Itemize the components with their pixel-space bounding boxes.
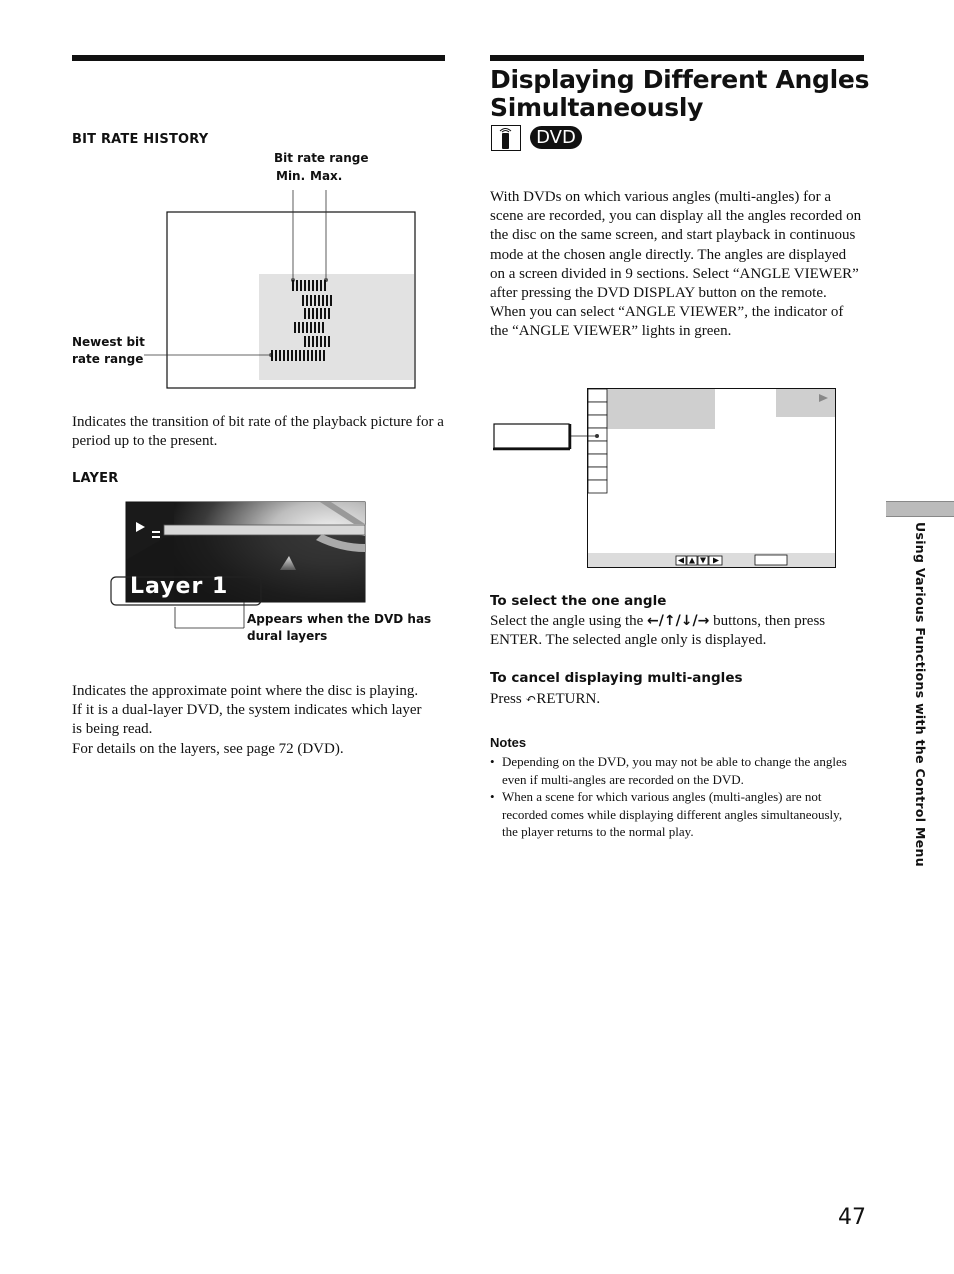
note-item-text: When a scene for which various angles (multi-angles) are not recorded comes while displaying different angles simultaneously, the player returns to the normal play. (502, 789, 843, 839)
newest-label-line2: rate range (72, 352, 144, 366)
select-text-after: buttons, then press ENTER. The selected angle only is displayed. (490, 613, 826, 649)
bit-rate-history-diagram (140, 186, 430, 396)
return-icon: ↶ (525, 691, 537, 706)
arrow-buttons-glyphs: ←/↑/↓/→ (647, 613, 710, 629)
layer-badge-text: Layer 1 (130, 574, 229, 599)
section-title (490, 66, 870, 122)
select-text-before: Select the angle using the (490, 613, 648, 629)
select-angle-text (490, 612, 864, 650)
bit-rate-description: Indicates the transition of bit rate of the playback picture for a period up to the present. (72, 414, 444, 450)
select-angle-heading: To select the one angle (490, 593, 667, 609)
title-line1: Displaying Different Angles (490, 65, 870, 94)
layer-desc-line3: is being read. (72, 721, 153, 738)
remote-icon (491, 125, 521, 151)
return-label: RETURN. (536, 691, 601, 707)
bit-rate-max-label: Max. (310, 169, 343, 183)
newest-bit-rate-label (72, 334, 145, 368)
title-line2: Simultaneously (490, 93, 704, 122)
left-top-rule (72, 55, 445, 61)
intro-paragraph: With DVDs on which various angles (multi-angles) for a scene are recorded, you can display all the angles recorded on the disc on the same screen, and start playback in continuous mode at the chosen angle directly. The angles are displayed on a screen divided in 9 sections. Select “ANGLE VIEWER” after pressing the DVD DISPLAY button on the remote. When you can select “ANGLE VIEWER”, the indicator of the “ANGLE VIEWER” lights in green. (490, 189, 862, 340)
cancel-heading: To cancel displaying multi-angles (490, 670, 743, 686)
cancel-text (490, 689, 600, 709)
newest-label-line1: Newest bit (72, 335, 145, 349)
layer-heading: LAYER (72, 471, 119, 486)
angle-viewer-diagram (490, 386, 840, 570)
bit-rate-heading: BIT RATE HISTORY (72, 132, 209, 147)
cancel-text-before: Press (490, 691, 526, 707)
layer-callout (247, 611, 431, 645)
note-item: • Depending on the DVD, you may not be able to change the angles even if multi-angles are recorded on the DVD. (490, 754, 847, 787)
layer-callout-line1: Appears when the DVD has (247, 612, 432, 626)
layer-desc-line1: Indicates the approximate point where the disc is playing. (72, 683, 419, 699)
page-number: 47 (838, 1205, 866, 1230)
notes-heading: Notes (490, 735, 527, 750)
layer-description (72, 682, 452, 759)
layer-callout-line2: dural layers (247, 629, 328, 643)
layer-desc-line4: For details on the layers, see page 72 (DVD). (72, 740, 344, 757)
right-top-rule (490, 55, 864, 61)
side-tab-bar (886, 501, 954, 517)
note-item-text: Depending on the DVD, you may not be able to change the angles even if multi-angles are recorded on the DVD. (502, 754, 847, 787)
dvd-badge-text: DVD (536, 127, 576, 148)
bit-rate-range-label: Bit rate range (274, 151, 369, 165)
layer-desc-line2: If it is a dual-layer DVD, the system indicates which layer (72, 702, 422, 719)
notes-list (490, 753, 855, 841)
note-item: • When a scene for which various angles (multi-angles) are not recorded comes while displaying different angles simultaneously, the player returns to the normal play. (490, 789, 843, 839)
side-tab-text: Using Various Functions with the Control Menu (913, 522, 928, 867)
bit-rate-min-label: Min. (276, 169, 306, 183)
dvd-badge (530, 126, 582, 149)
